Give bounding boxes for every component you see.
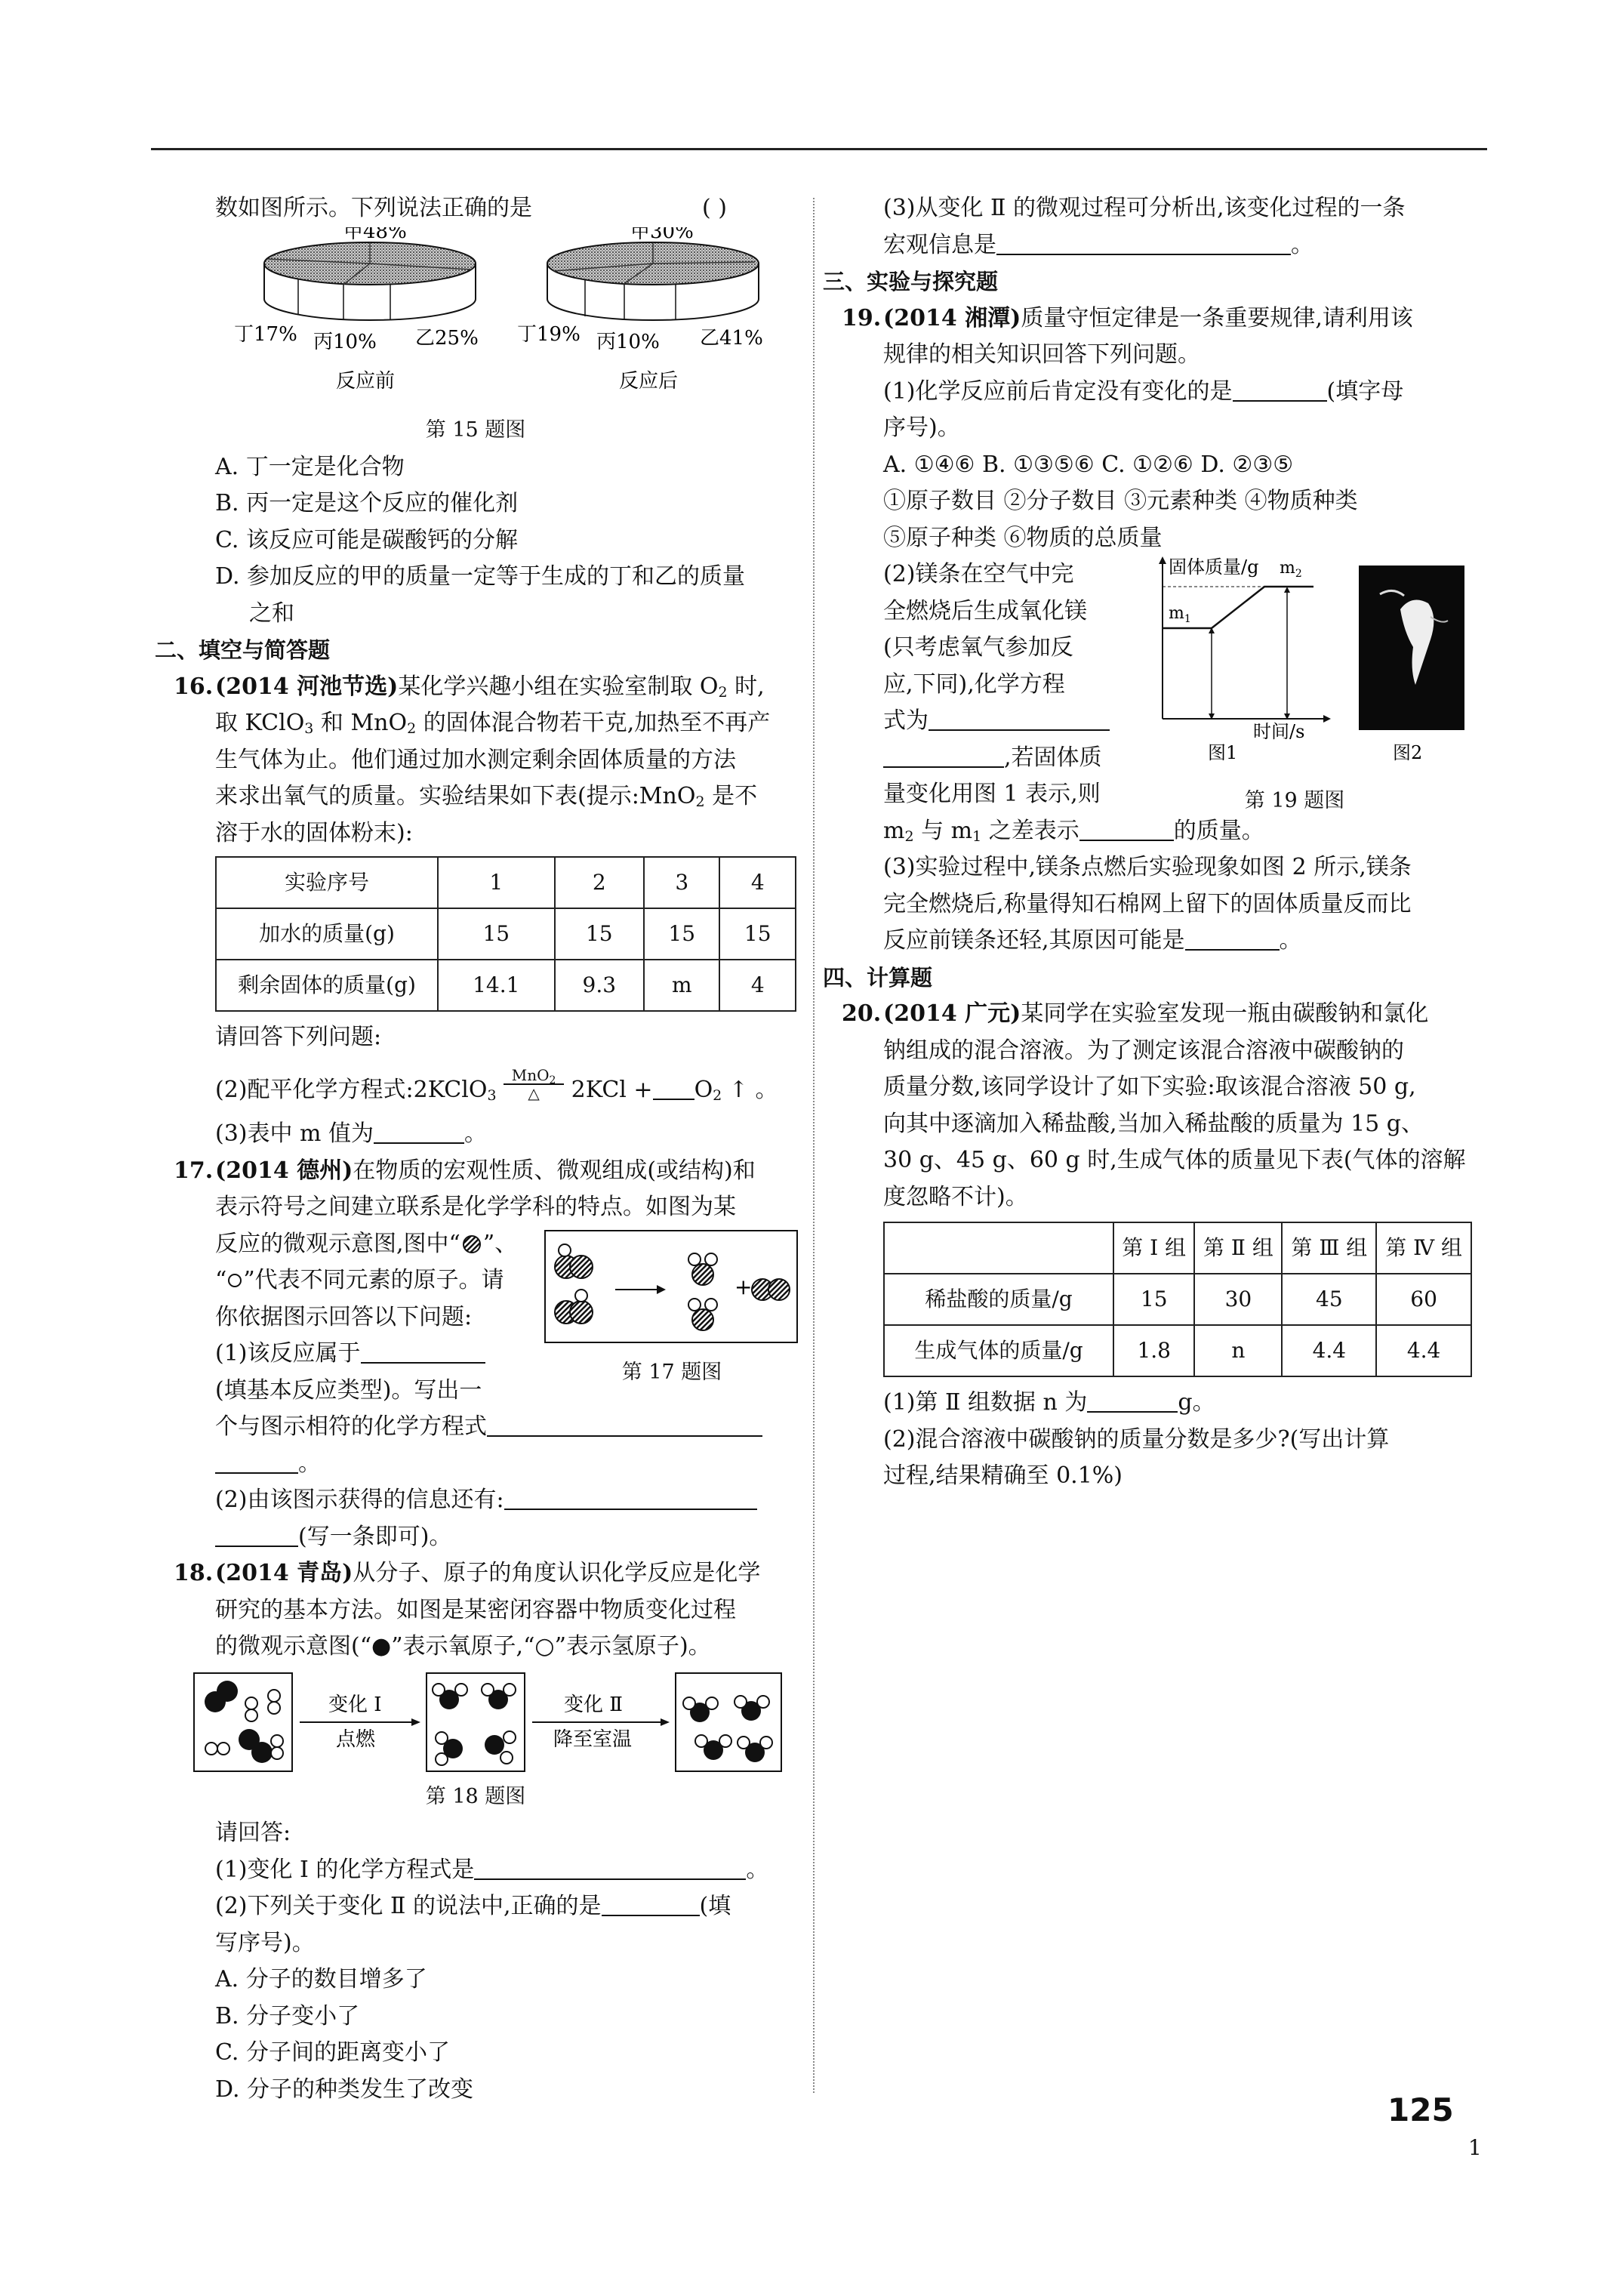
q16-td: 9.3	[555, 960, 644, 1011]
before-ding-label: 丁17%	[234, 322, 297, 346]
q19-p1-text: (1)化学反应前后肯定没有变化的是	[883, 378, 1233, 405]
q19-source: (2014 湘潭)	[883, 304, 1021, 331]
table-row	[884, 1325, 1471, 1376]
q17-text10: (2)由该图示获得的信息还有:	[215, 1487, 504, 1513]
column-divider	[813, 198, 815, 2093]
q18-option-b: B. 分子变小了	[215, 2002, 360, 2029]
before-yi-label: 乙25%	[415, 326, 479, 350]
q16-p3-end: 。	[464, 1120, 488, 1147]
q19-fig-caption: 第 19 题图	[1244, 789, 1345, 812]
q19-number: 19.	[842, 304, 882, 331]
q15-option-b: B. 丙一定是这个反应的催化剂	[215, 490, 519, 516]
q16-th: 3	[644, 857, 719, 908]
q18-p1-blank[interactable]	[474, 1856, 746, 1880]
q18-p1	[174, 1852, 800, 1889]
q16-th: 1	[438, 857, 555, 908]
q18-line1	[174, 1555, 800, 1592]
q19-p2-eq-blank[interactable]	[929, 707, 1110, 731]
page-index: 1	[1468, 2135, 1482, 2160]
q18-number: 18.	[174, 1560, 214, 1586]
q16-td: 15	[555, 908, 644, 960]
q19-p2-line3: (只考虑氧气参加反	[883, 634, 1073, 661]
q19-p2-line4: 应,下同),化学方程	[883, 670, 1065, 698]
q18-option-d: D. 分子的种类发生了改变	[215, 2076, 474, 2103]
svg-text:+: +	[735, 1274, 753, 1299]
q19-p1-text-b: (填字母	[1326, 378, 1404, 405]
q18-p3-blank[interactable]	[996, 231, 1291, 255]
q17-p2-blank2[interactable]	[215, 1523, 298, 1547]
q20-table-wrap	[842, 1222, 1468, 1377]
q15-answer-paren: ( )	[702, 195, 727, 221]
q19-options: A. ①④⑥ B. ①③⑤⑥ C. ①②⑥ D. ②③⑤	[883, 451, 1294, 478]
q17-microscopic-diagram	[544, 1229, 800, 1350]
q20-td: 稀盐酸的质量/g	[884, 1274, 1113, 1325]
q19-p2-text6: ,若固体质	[1004, 744, 1102, 771]
table-row	[216, 960, 796, 1011]
q20-line4: 向其中逐滴加入稀盐酸,当加入稀盐酸的质量为 15 g、	[883, 1110, 1424, 1137]
q17-line2: 表示符号之间建立联系是化学学科的特点。如图为某	[215, 1194, 736, 1220]
q20-td: 45	[1282, 1274, 1376, 1325]
table-row	[884, 1274, 1471, 1325]
q17-number: 17.	[174, 1157, 214, 1184]
q16-text2a: 取 KClO	[215, 710, 305, 736]
q17-line5: 你依据图示回答以下问题:	[215, 1303, 473, 1330]
q16-text4b: 是不	[704, 783, 758, 809]
q19-figures	[1132, 556, 1480, 768]
q19-items1: ①原子数目 ②分子数目 ③元素种类 ④物质种类	[883, 488, 1358, 514]
top-rule	[151, 148, 1487, 150]
q19-p2-line1: (2)镁条在空气中完	[883, 561, 1074, 587]
q17-line8	[174, 1409, 800, 1446]
q20-td: 15	[1113, 1274, 1194, 1325]
q17-line9	[174, 1446, 800, 1483]
q19-p3-text3: 反应前镁条还轻,其原因可能是	[883, 927, 1185, 954]
q19-p1	[842, 374, 1468, 411]
q19-p1-cont: 序号)。	[883, 415, 960, 441]
after-bing-label: 丙10%	[596, 330, 660, 353]
q16-table	[215, 856, 796, 1012]
q20-p2-line2: 过程,结果精确至 0.1%)	[883, 1462, 1123, 1489]
q19-p3-line2: 完全燃烧后,称量得知石棉网上留下的固体质量反而比	[883, 890, 1412, 917]
q15-cylinders-svg	[192, 227, 781, 401]
page-number: 125	[1387, 2091, 1454, 2128]
q16-td: 15	[644, 908, 719, 960]
fig1-label: 图1	[1208, 742, 1238, 763]
change1-label: 变化 Ⅰ	[328, 1693, 382, 1716]
section-4-heading: 四、计算题	[823, 964, 933, 991]
fig2-label: 图2	[1393, 742, 1423, 763]
q16-p2-text-d: ↑ 。	[722, 1076, 778, 1103]
q16-td: 剩余固体的质量(g)	[216, 960, 438, 1011]
q16-p3-blank[interactable]	[374, 1120, 464, 1144]
q17-text3b: ”、	[482, 1230, 518, 1257]
q17-line1	[174, 1153, 800, 1190]
q19-p2-line2: 全燃烧后生成氧化镁	[883, 597, 1087, 624]
q18-p1-text: (1)变化 Ⅰ 的化学方程式是	[215, 1856, 475, 1883]
q16-source: (2014 河池节选)	[215, 673, 399, 700]
q20-source: (2014 广元)	[883, 1000, 1021, 1027]
q19-photo	[1359, 566, 1464, 763]
q20-td: 60	[1376, 1274, 1471, 1325]
q16-td: m	[644, 960, 719, 1011]
q19-p2-m2: m	[883, 817, 905, 844]
q19-p2-line8: $m_2$ 与 $m_1$ 之差表示 的质量。	[883, 817, 1264, 845]
q19-p3-end: 。	[1279, 927, 1302, 954]
q18-option-a: A. 分子的数目增多了	[215, 1966, 427, 1992]
q16-p2-text-c: O	[694, 1076, 713, 1103]
q19-p2-line7: 量变化用图 1 表示,则	[883, 781, 1101, 807]
q18-option-c: C. 分子间的距离变小了	[215, 2039, 450, 2066]
q19-text1: 质量守恒定律是一条重要规律,请利用该	[1021, 304, 1413, 331]
q16-td: 15	[719, 908, 796, 960]
q16-p2-blank[interactable]	[653, 1076, 694, 1100]
q20-p2-line1: (2)混合溶液中碳酸钠的质量分数是多少?(写出计算	[883, 1425, 1390, 1453]
q16-ask: 请回答下列问题:	[215, 1024, 382, 1050]
q19-p3-line3	[842, 923, 1468, 960]
q16-text2c: 的固体混合物若干克,加热至不再产	[416, 710, 771, 736]
q19-p2-block	[842, 556, 1468, 813]
q18-text1: 从分子、原子的角度认识化学反应是化学	[353, 1560, 761, 1586]
before-bing-label: 丙10%	[313, 330, 377, 353]
q20-th: 第 Ⅰ 组	[1113, 1222, 1194, 1274]
q19-p2-text8d: 的质量。	[1173, 817, 1264, 844]
q16-th: 实验序号	[216, 857, 438, 908]
q20-table	[883, 1222, 1472, 1377]
q20-th: 第 Ⅳ 组	[1376, 1222, 1471, 1274]
q20-p1-blank[interactable]	[1087, 1388, 1178, 1413]
q16-catalyst: MnO	[511, 1065, 550, 1084]
q15-option-a: A. 丁一定是化合物	[215, 453, 405, 480]
q20-p1-text: (1)第 Ⅱ 组数据 n 为	[883, 1389, 1088, 1416]
after-label: 反应后	[619, 369, 679, 393]
q17-text3: 反应的微观示意图,图中“	[215, 1230, 460, 1257]
q17-source: (2014 德州)	[215, 1157, 353, 1184]
q19-p2-m1: 与 m	[913, 817, 973, 844]
q20-th	[884, 1222, 1113, 1274]
q17-text4: “	[215, 1267, 227, 1293]
graph-y-label: 固体质量/g	[1169, 556, 1259, 578]
q17-text4b: ”代表不同元素的原子。请	[243, 1267, 504, 1293]
q18-p2	[174, 1888, 800, 1925]
q16-th: 2	[555, 857, 644, 908]
q18-line2: 研究的基本方法。如图是某密闭容器中物质变化过程	[215, 1596, 736, 1623]
q20-td: 4.4	[1376, 1325, 1471, 1376]
q19-p2-text8: 之差表示	[981, 817, 1079, 844]
q16-text4: 来求出氧气的质量。实验结果如下表(提示:MnO	[215, 783, 696, 809]
q18-p3-cont	[842, 227, 1468, 264]
q18-p3-end: 。	[1291, 231, 1313, 258]
q16-text2b: 和 MnO	[313, 710, 408, 736]
q18-p2-blank[interactable]	[602, 1892, 700, 1916]
q16-number: 16.	[174, 673, 214, 700]
q17-p1-blank[interactable]	[361, 1339, 485, 1364]
q16-line3: 生气体为止。他们通过加水测定剩余固体质量的方法	[215, 746, 736, 773]
q16-td: 14.1	[438, 960, 555, 1011]
before-label: 反应前	[336, 369, 396, 393]
q15-figure	[174, 227, 800, 413]
q17-text9: 。	[298, 1450, 321, 1477]
change2-label: 变化 Ⅱ	[564, 1693, 623, 1716]
q16-td: 15	[438, 908, 555, 960]
q18-fig-caption: 第 18 题图	[425, 1784, 526, 1808]
q17-text11: (写一条即可)。	[298, 1523, 452, 1550]
hatched-atom-icon	[460, 1234, 483, 1254]
after-ding-label: 丁19%	[517, 322, 581, 346]
graph-m2-label: $m_2$	[1280, 559, 1302, 580]
graph-m1-label: $m_1$	[1169, 604, 1191, 625]
q17-p1-eq-blank2[interactable]	[215, 1450, 298, 1474]
q19-p2-diff-blank[interactable]	[1079, 817, 1174, 841]
q15-stem-text: 数如图所示。下列说法正确的是	[215, 195, 532, 221]
q17-line11	[174, 1519, 800, 1556]
q18-process-diagram	[192, 1666, 796, 1779]
q20-p1-end: g。	[1178, 1389, 1215, 1416]
q16-table-wrap	[174, 856, 800, 1012]
q19-p2-eq-blank2[interactable]	[883, 744, 1004, 768]
q18-line3: 的微观示意图(“●”表示氧原子,“○”表示氢原子)。	[215, 1633, 711, 1660]
after-yi-label: 乙41%	[700, 326, 763, 350]
q18-p3: (3)从变化 Ⅱ 的微观过程可分析出,该变化过程的一条	[883, 195, 1406, 221]
q15-stem	[174, 190, 800, 227]
table-row	[216, 908, 796, 960]
q19-p3-line1: (3)实验过程中,镁条点燃后实验现象如图 2 所示,镁条	[883, 854, 1412, 880]
q16-table-header	[216, 857, 796, 908]
q19-line1	[842, 300, 1468, 337]
q16-text1: 某化学兴趣小组在实验室制取 O	[398, 673, 719, 700]
q17-p2-blank[interactable]	[504, 1486, 757, 1510]
q16-p2-text: (2)配平化学方程式:2KClO	[215, 1076, 488, 1103]
q15-option-d-cont: 之和	[249, 599, 294, 627]
q20-line5: 30 g、45 g、60 g 时,生成气体的质量见下表(气体的溶解	[883, 1147, 1466, 1173]
q20-text1: 某同学在实验室发现一瓶由碳酸钠和氯化	[1021, 1000, 1429, 1027]
q17-fig-caption: 第 17 题图	[621, 1360, 722, 1384]
q18-figure	[174, 1666, 800, 1779]
q20-td: 1.8	[1113, 1325, 1194, 1376]
q16-p2-text-b: 2KCl +	[571, 1076, 653, 1103]
q20-th: 第 Ⅱ 组	[1194, 1222, 1282, 1274]
q18-p2-text-b: (填	[699, 1893, 731, 1919]
after-cylinder	[517, 227, 763, 393]
q16-p2: (2)配平化学方程式:2KClO$_3$ MnO$_2$ △ $2KCl + O_2$ ↑ 。	[215, 1065, 778, 1104]
q18-p2-text: (2)下列关于变化 Ⅱ 的说法中,正确的是	[215, 1893, 602, 1919]
change2-condition: 降至室温	[553, 1727, 633, 1751]
q19-line2: 规律的相关知识回答下列问题。	[883, 341, 1200, 368]
q19-items2: ⑤原子种类 ⑥物质的总质量	[883, 524, 1163, 551]
q17-p1-eq-blank[interactable]	[487, 1413, 762, 1437]
q18-p1-end: 。	[746, 1856, 769, 1883]
q16-th: 4	[719, 857, 796, 908]
q16-p3-text: (3)表中 m 值为	[215, 1120, 374, 1147]
q17-text6: (1)该反应属于	[215, 1340, 361, 1367]
q19-p2-text5: 式为	[883, 707, 929, 734]
q18-source: (2014 青岛)	[215, 1560, 353, 1586]
q20-td: 30	[1194, 1274, 1282, 1325]
after-jia-label: 甲30%	[630, 227, 694, 243]
right-column	[823, 190, 1468, 1495]
q17-line7: (填基本反应类型)。写出一	[215, 1376, 482, 1404]
q15-option-d: D. 参加反应的甲的质量一定等于生成的丁和乙的质量	[215, 563, 746, 590]
q20-th: 第 Ⅲ 组	[1282, 1222, 1376, 1274]
q16-p3	[174, 1116, 800, 1153]
q16-text1b: 时,	[727, 673, 765, 700]
q16-line1: 16.(2014 河池节选)某化学兴趣小组在实验室制取 $O_2$ 时,	[174, 669, 800, 706]
left-column	[155, 190, 800, 2108]
q19-graph	[1159, 556, 1331, 763]
before-jia-label: 甲48%	[343, 227, 407, 243]
section-2-heading: 二、填空与简答题	[155, 637, 331, 663]
q20-line6: 度忽略不计)。	[883, 1183, 1028, 1210]
q16-heat: △	[528, 1083, 540, 1102]
q19-p1-blank[interactable]	[1233, 378, 1327, 402]
q20-number: 20.	[842, 1000, 882, 1027]
q18-p3-text: 宏观信息是	[883, 231, 996, 258]
q18-ask: 请回答:	[215, 1820, 291, 1846]
q17-figure-block	[174, 1226, 800, 1410]
change1-condition: 点燃	[336, 1727, 376, 1751]
q16-line2: 取 KClO$_3$ 和 MnO$_2$ 的固体混合物若干克,加热至不再产	[215, 710, 771, 737]
q16-line4: 来求出氧气的质量。实验结果如下表(提示:MnO$_2$ 是不	[215, 783, 758, 810]
before-cylinder	[234, 227, 479, 393]
q20-td: 生成气体的质量/g	[884, 1325, 1113, 1376]
q16-td: 4	[719, 960, 796, 1011]
q15-fig-caption: 第 15 题图	[425, 418, 526, 442]
q19-p3-blank[interactable]	[1185, 926, 1280, 951]
q18-p2-cont: 写序号)。	[215, 1929, 315, 1956]
q20-td: 4.4	[1282, 1325, 1376, 1376]
q20-td: n	[1194, 1325, 1282, 1376]
q17-text8: 个与图示相符的化学方程式	[215, 1413, 487, 1440]
q17-line10	[174, 1482, 800, 1519]
q16-line5: 溶于水的固体粉末):	[215, 819, 413, 846]
q20-p1	[842, 1385, 1468, 1422]
graph-x-label: 时间/s	[1253, 721, 1305, 742]
q20-table-header	[884, 1222, 1471, 1274]
q20-line1	[842, 996, 1468, 1033]
q15-option-c: C. 该反应可能是碳酸钙的分解	[215, 526, 518, 553]
q20-line3: 质量分数,该同学设计了如下实验:取该混合溶液 50 g,	[883, 1074, 1416, 1100]
q16-td: 加水的质量(g)	[216, 908, 438, 960]
q20-line2: 钠组成的混合溶液。为了测定该混合溶液中碳酸钠的	[883, 1037, 1404, 1064]
q17-text1: 在物质的宏观性质、微观组成(或结构)和	[353, 1157, 756, 1184]
q16-reaction-condition: MnO$_2$ △	[504, 1067, 564, 1102]
section-3-heading: 三、实验与探究题	[823, 269, 999, 294]
hollow-atom-icon	[226, 1272, 243, 1289]
